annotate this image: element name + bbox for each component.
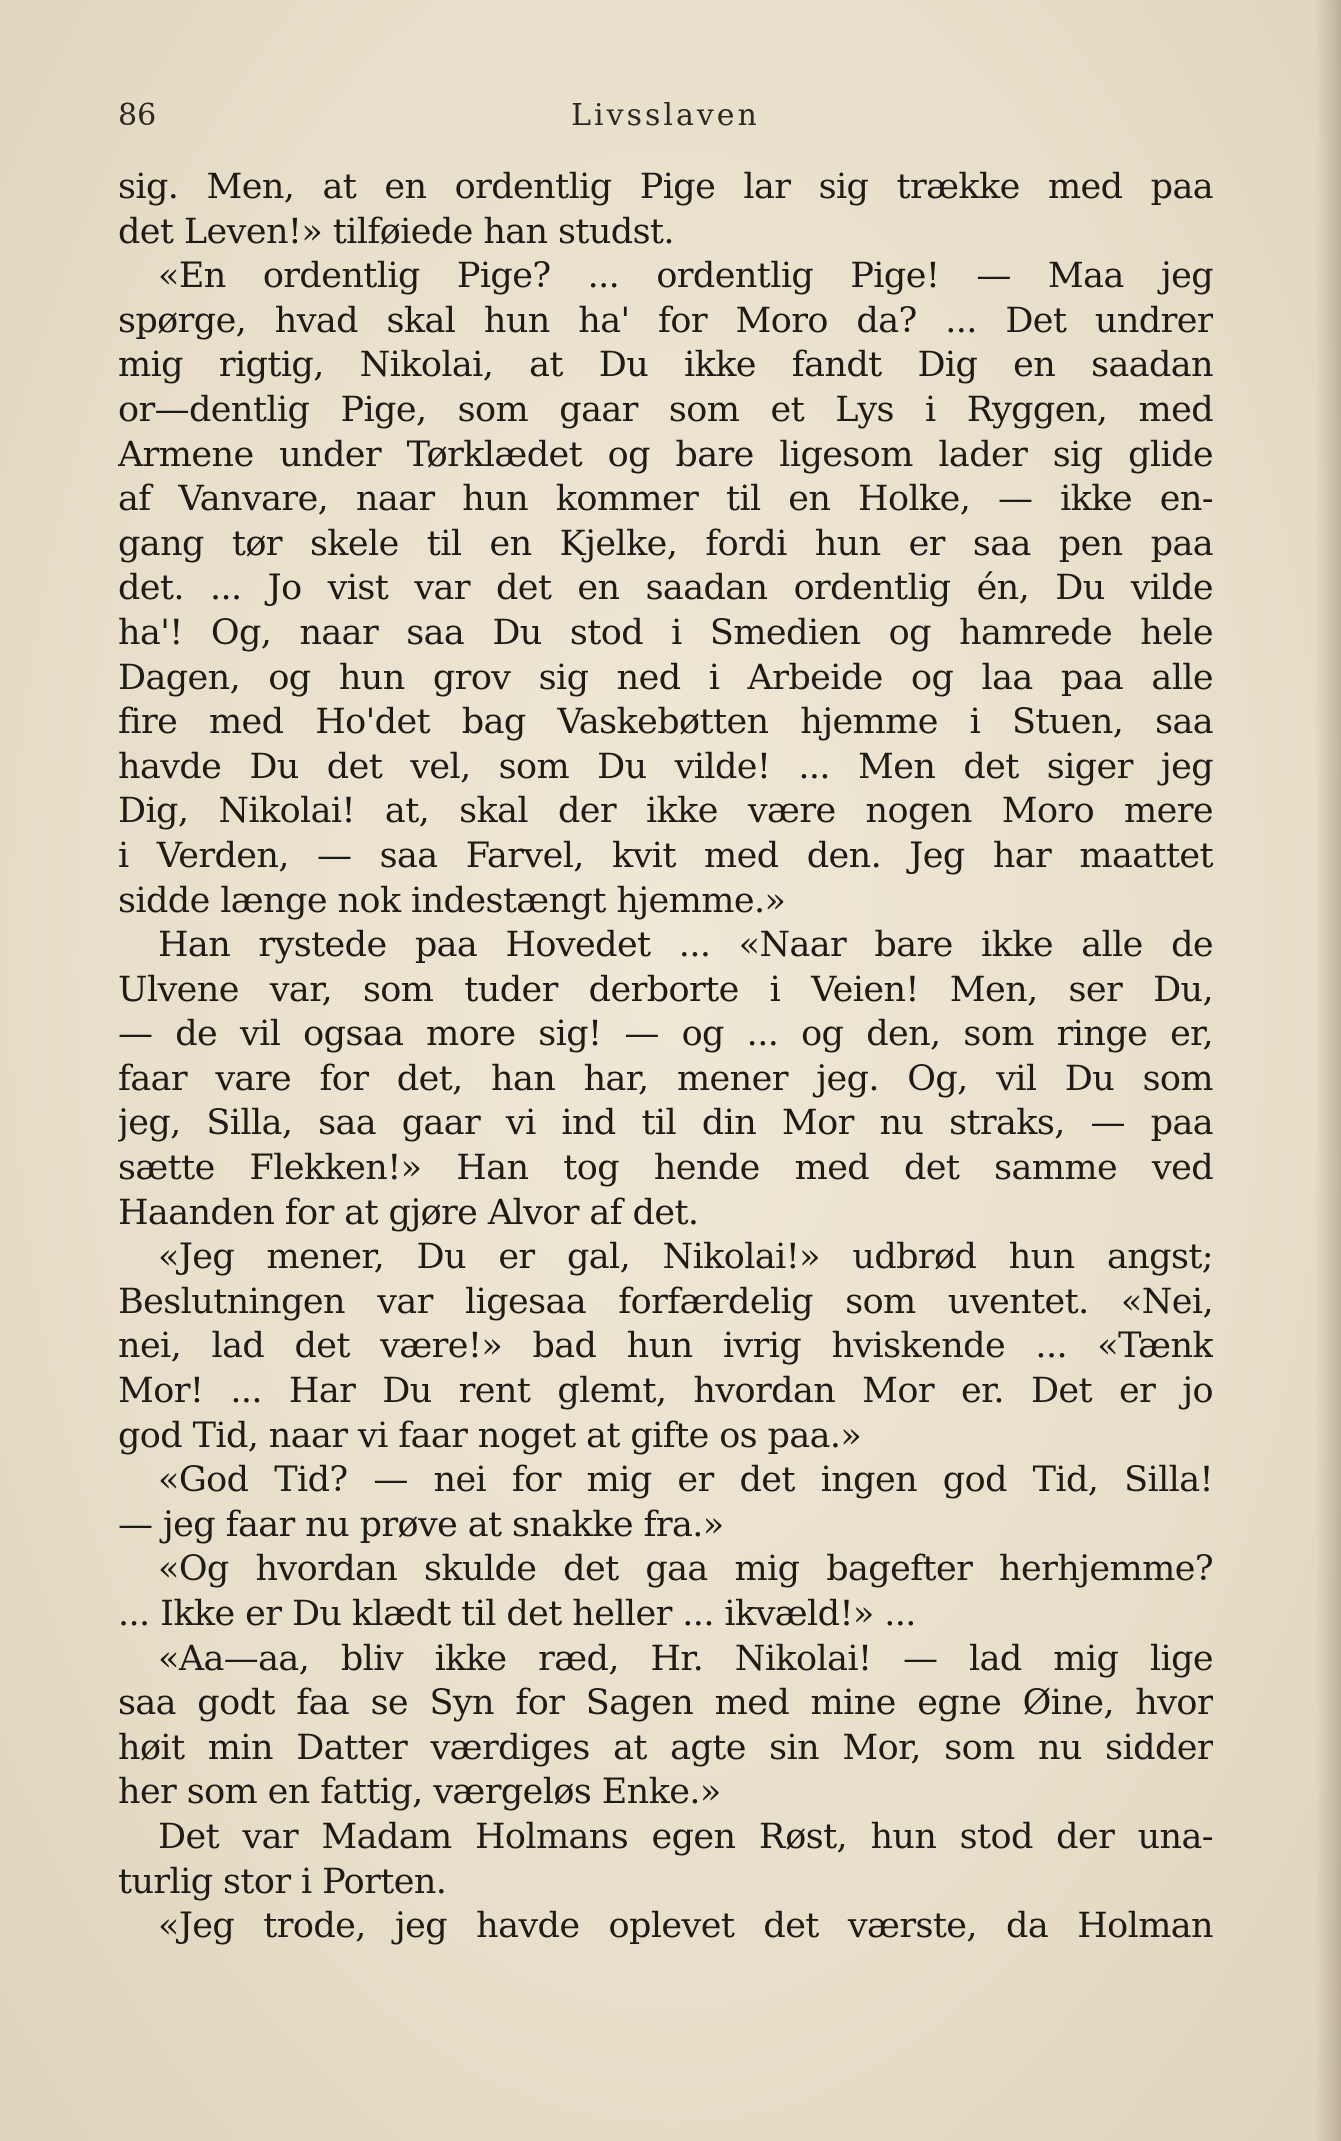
text-line: sidde længe nok indestængt hjemme.» <box>118 880 786 921</box>
running-title: Livsslaven <box>571 98 760 133</box>
text-line: faar vare for det, han har, mener jeg. Og, vil Du som <box>118 1058 1213 1099</box>
text-line: havde Du det vel, som Du vilde! ... Men det siger jeg <box>118 746 1213 787</box>
text-line: Haanden for at gjøre Alvor af det. <box>118 1192 699 1233</box>
text-line: Beslutningen var ligesaa forfærdelig som uventet. «Nei, <box>118 1281 1213 1322</box>
text-line: Han rystede paa Hovedet ... «Naar bare ikke alle de <box>158 925 1213 966</box>
text-line: «Jeg mener, Du er gal, Nikolai!» udbrød hun angst; <box>158 1237 1213 1278</box>
text-line: Dig, Nikolai! at, skal der ikke være nogen Moro mere <box>118 791 1213 832</box>
text-line: turlig stor i Porten. <box>118 1861 447 1902</box>
text-line: — de vil ogsaa more sig! — og ... og den, som ringe er, <box>118 1014 1213 1055</box>
text-line: her som en fattig, værgeløs Enke.» <box>118 1772 721 1813</box>
text-line: høit min Datter værdiges at agte sin Mor, som nu sidder <box>118 1727 1213 1768</box>
text-line: i Verden, — saa Farvel, kvit med den. Jeg har maattet <box>118 835 1213 876</box>
text-line: «Aa—aa, bliv ikke ræd, Hr. Nikolai! — lad mig lige <box>158 1638 1213 1679</box>
text-line: Det var Madam Holmans egen Røst, hun stod der una- <box>158 1816 1213 1857</box>
page-header <box>118 98 1213 138</box>
text-line: Ulvene var, som tuder derborte i Veien! Men, ser Du, <box>118 969 1213 1010</box>
page-edge-shadow <box>1315 0 1341 2141</box>
text-line: det. ... Jo vist var det en saadan ordentlig én, Du vilde <box>118 568 1213 609</box>
body-text <box>118 165 1213 1949</box>
text-line: spørge, hvad skal hun ha' for Moro da? ... Det undrer <box>118 300 1213 341</box>
text-line: Armene under Tørklædet og bare ligesom lader sig glide <box>118 434 1213 475</box>
text-line: god Tid, naar vi faar noget at gifte os paa.» <box>118 1415 862 1456</box>
text-line: — jeg faar nu prøve at snakke fra.» <box>118 1504 724 1545</box>
text-line: nei, lad det være!» bad hun ivrig hviskende ... «Tænk <box>118 1326 1213 1367</box>
text-line: jeg, Silla, saa gaar vi ind til din Mor nu straks, — paa <box>118 1103 1213 1144</box>
text-line: saa godt faa se Syn for Sagen med mine egne Øine, hvor <box>118 1683 1213 1724</box>
text-line: «God Tid? — nei for mig er det ingen god Tid, Silla! <box>158 1460 1213 1501</box>
text-line: af Vanvare, naar hun kommer til en Holke, — ikke en- <box>118 479 1213 520</box>
text-line: mig rigtig, Nikolai, at Du ikke fandt Dig en saadan <box>118 345 1213 386</box>
text-line: ha'! Og, naar saa Du stod i Smedien og hamrede hele <box>118 612 1213 653</box>
text-line: ... Ikke er Du klædt til det heller ... ikvæld!» ... <box>118 1594 916 1634</box>
text-line: sig. Men, at en ordentlig Pige lar sig trække med paa <box>118 167 1213 207</box>
text-line: fire med Ho'det bag Vaskebøtten hjemme i Stuen, saa <box>118 702 1213 743</box>
text-line: «En ordentlig Pige? ... ordentlig Pige! — Maa jeg <box>158 256 1213 297</box>
text-line: gang tør skele til en Kjelke, fordi hun er saa pen paa <box>118 523 1213 564</box>
text-line: «Jeg trode, jeg havde oplevet det værste, da Holman <box>158 1906 1213 1947</box>
text-line: Mor! ... Har Du rent glemt, hvordan Mor er. Det er jo <box>118 1371 1213 1412</box>
text-line: «Og hvordan skulde det gaa mig bagefter herhjemme? <box>158 1549 1213 1590</box>
page-number: 86 <box>118 98 157 133</box>
text-line: or—dentlig Pige, som gaar som et Lys i Ryggen, med <box>118 389 1213 430</box>
text-line: sætte Flekken!» Han tog hende med det samme ved <box>118 1148 1213 1189</box>
text-line: Dagen, og hun grov sig ned i Arbeide og laa paa alle <box>118 657 1213 698</box>
text-line: det Leven!» tilføiede han studst. <box>118 211 674 252</box>
